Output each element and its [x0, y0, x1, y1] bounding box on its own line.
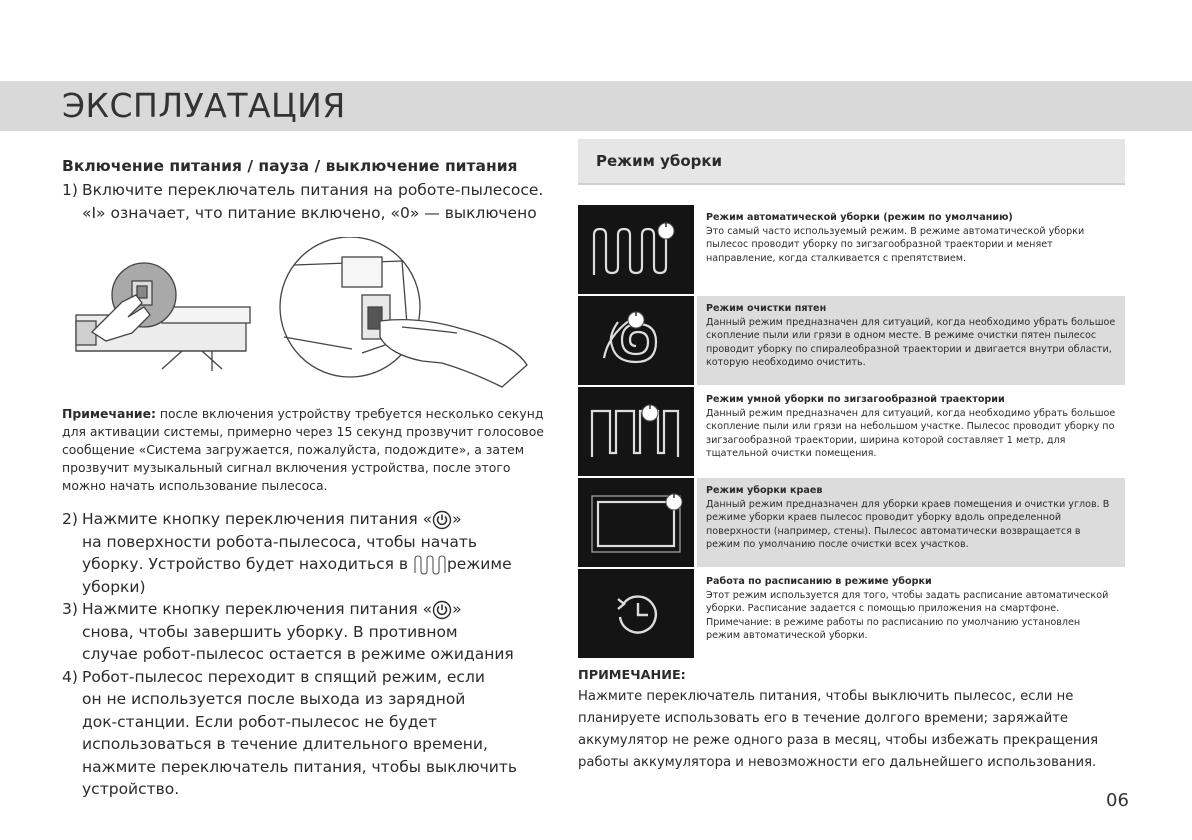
spiral-icon [578, 296, 694, 385]
step-1: 1) Включите переключатель питания на роботе-пылесосе. «I» означает, что питание включено, «0» — выключено [62, 181, 544, 222]
step-2: 2) Нажмите кнопку переключения питания « » на поверхности робота-пылесоса, чтобы начать уборку. Устройство будет находиться в режиме уборки) [62, 510, 512, 596]
zigzag-icon [578, 205, 694, 294]
page-title: ЭКСПЛУАТАЦИЯ [62, 86, 346, 125]
step-3: 3) Нажмите кнопку переключения питания « » снова, чтобы завершить уборку. В противном случае робот-пылесос остается в режиме ожидания [62, 600, 514, 663]
mode-schedule: Работа по расписанию в режиме уборки Этот режим используется для того, чтобы задать расписание автоматической уборки. Расписание задается с помощью приложения на смартфоне. Примечание: в режиме работы по расписанию по умолчанию установлен режим автоматической уборки. [578, 569, 1125, 658]
cleaning-mode-header: Режим уборки [578, 139, 1125, 185]
mode-smart-zigzag: Режим умной уборки по зигзагообразной траектории Данный режим предназначен для ситуаций, когда необходимо убрать большое скопление пыли или грязи на небольшом участке. Пылесос проводит уборку по зигзагообразной траектории, ширина которой составляет 1 метр, для тщательной очистки помещения. [578, 387, 1125, 476]
mode-edge: Режим уборки краев Данный режим предназначен для уборки краев помещения и очистки углов. В режиме уборки краев пылесос проводит уборку вдоль определенной поверхности (например, стены). Пылесос автоматически возвращается в режим по умолчанию после очистки всех участков. [578, 478, 1125, 567]
page-number: 06 [1106, 790, 1129, 811]
mode-auto: Режим автоматической уборки (режим по умолчанию) Это самый часто используемый режим. В режиме автоматической уборки пылесос проводит уборку по зигзагообразной траектории и меняет направление, когда сталкивается с препятствием. [578, 205, 1125, 294]
section-title: Включение питания / пауза / выключение питания [62, 157, 518, 175]
schedule-icon [578, 569, 694, 658]
power-note: Примечание: после включения устройству требуется несколько секунд для активации системы, примерно через 15 секунд прозвучит голосовое сообщение «Система загружается, пожалуйста, подождите», а затем прозвучит музыкальный сигнал включения устройства, после этого можно начать использование пылесоса. [62, 406, 544, 493]
power-section [62, 156, 562, 224]
zigzag-mode-icon [413, 555, 447, 575]
step-4: 4) Робот-пылесос переходит в спящий режим, если он не используется после выхода из зарядной док-станции. Если робот-пылесос не будет использоваться в течение длительного времени, нажмите переключатель питания, чтобы выключить устройство. [62, 667, 518, 798]
power-button-icon [432, 600, 452, 620]
steps-list [62, 508, 562, 801]
power-button-icon [432, 510, 452, 530]
robot-power-switch-illustration [62, 237, 532, 397]
smart-zigzag-icon [578, 387, 694, 476]
bottom-note: ПРИМЕЧАНИЕ: Нажмите переключатель питания, чтобы выключить пылесос, если не планируете использовать его в течение долгого времени; заряжайте аккумулятор не реже одного раза в месяц, чтобы избежать прекращения работы аккумулятора и невозможности его дальнейшего использования. [578, 668, 1099, 770]
edge-icon [578, 478, 694, 567]
mode-spot: Режим очистки пятен Данный режим предназначен для ситуаций, когда необходимо убрать большое скопление пыли или грязи в одном месте. В режиме очистки пятен пылесос проводит уборку по спиралеобразной траектории и двигается внутри области, которую необходимо очистить. [578, 296, 1125, 385]
